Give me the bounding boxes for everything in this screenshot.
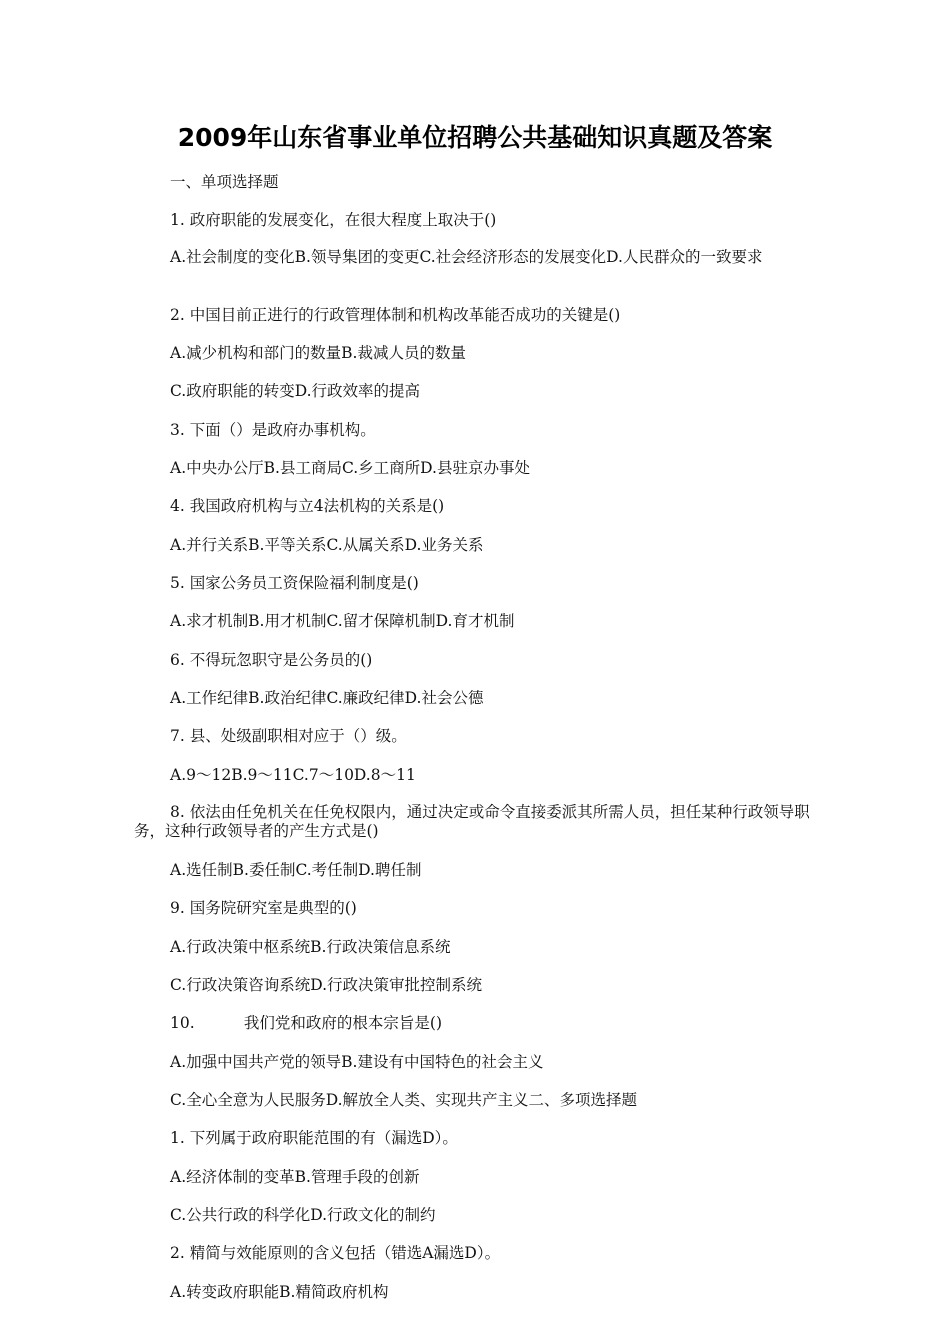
question-9-options-a-b: A.行政决策中枢系统B.行政决策信息系统 (170, 938, 451, 956)
question-5: 5. 国家公务员工资保险福利制度是() (170, 574, 419, 592)
question-4-options: A.并行关系B.平等关系C.从属关系D.业务关系 (170, 536, 484, 554)
multi-question-1-options-c-d: C.公共行政的科学化D.行政文化的制约 (170, 1206, 436, 1224)
question-2: 2. 中国目前正进行的行政管理体制和机构改革能否成功的关键是() (170, 306, 621, 324)
multi-question-2: 2. 精简与效能原则的含义包括（错选A漏选D）。 (170, 1244, 501, 1262)
question-6: 6. 不得玩忽职守是公务员的() (170, 651, 373, 669)
document-title: 2009年山东省事业单位招聘公共基础知识真题及答案 (177, 123, 773, 152)
question-5-options: A.求才机制B.用才机制C.留才保障机制D.育才机制 (170, 612, 515, 630)
multi-question-2-options-a-b: A.转变政府职能B.精简政府机构 (170, 1283, 389, 1301)
question-6-options: A.工作纪律B.政治纪律C.廉政纪律D.社会公德 (170, 689, 484, 707)
question-10: 10. 我们党和政府的根本宗旨是() (170, 1014, 443, 1032)
question-7-options: A.9～12B.9～11C.7～10D.8～11 (170, 766, 416, 784)
question-1: 1. 政府职能的发展变化，在很大程度上取决于() (170, 211, 497, 229)
question-8: 8. 依法由任免机关在任免权限内，通过决定或命令直接委派其所需人员，担任某种行政领导职务，这种行政领导者的产生方式是() (134, 803, 810, 840)
question-8-options: A.选任制B.委任制C.考任制D.聘任制 (170, 861, 422, 879)
multi-question-1: 1. 下列属于政府职能范围的有（漏选D）。 (170, 1129, 458, 1147)
question-2-options-a-b: A.减少机构和部门的数量B.裁减人员的数量 (170, 344, 466, 362)
question-1-options: A.社会制度的变化B.领导集团的变更C.社会经济形态的发展变化D.人民群众的一致要求 (170, 248, 763, 266)
question-7: 7. 县、处级副职相对应于（）级。 (170, 727, 407, 745)
question-2-options-c-d: C.政府职能的转变D.行政效率的提高 (170, 382, 421, 400)
question-10-options-c-d-and-section-heading: C.全心全意为人民服务D.解放全人类、实现共产主义二、多项选择题 (170, 1091, 638, 1109)
question-3-options: A.中央办公厅B.县工商局C.乡工商所D.县驻京办事处 (170, 459, 530, 477)
multi-question-1-options-a-b: A.经济体制的变革B.管理手段的创新 (170, 1168, 420, 1186)
question-3: 3. 下面（）是政府办事机构。 (170, 421, 376, 439)
question-9: 9. 国务院研究室是典型的() (170, 899, 357, 917)
question-10-options-a-b: A.加强中国共产党的领导B.建设有中国特色的社会主义 (170, 1053, 544, 1071)
question-4: 4. 我国政府机构与立4法机构的关系是() (170, 497, 445, 515)
question-9-options-c-d: C.行政决策咨询系统D.行政决策审批控制系统 (170, 976, 483, 994)
section-heading-single-choice: 一、单项选择题 (170, 173, 279, 191)
